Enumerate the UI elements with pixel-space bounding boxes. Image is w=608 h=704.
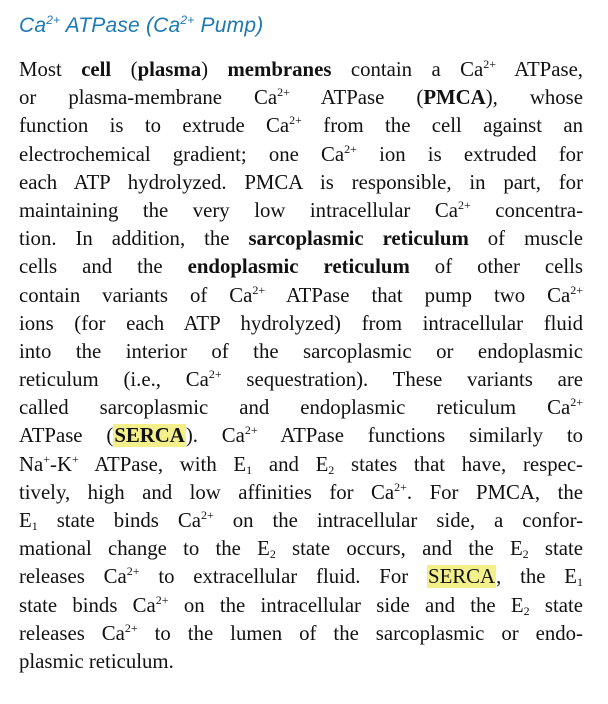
text-line	[19, 394, 583, 422]
text-run: sequestration). These variants are	[221, 368, 583, 392]
text-run: . For PMCA, the	[406, 480, 583, 504]
text-line	[19, 112, 583, 140]
superscript: 2+	[570, 282, 583, 297]
subscript: 2	[328, 462, 335, 477]
superscript: 2+	[483, 57, 496, 71]
superscript: 2+	[344, 141, 357, 156]
text-line	[19, 56, 583, 84]
text-run: state occurs, and the E	[275, 537, 523, 561]
subscript: 2	[269, 547, 276, 562]
text-run: on the intracellular side and the E	[168, 593, 524, 617]
text-run: mational change to the E	[19, 537, 270, 561]
text-run: function is to extrude Ca	[19, 114, 290, 138]
text-run: of other cells	[409, 255, 583, 279]
text-run: and E	[252, 452, 329, 476]
text-run: ATPase (	[19, 424, 114, 448]
heading-superscript: 2+	[180, 13, 195, 27]
superscript: 2+	[289, 113, 302, 128]
text-run: or plasma-membrane Ca	[19, 86, 278, 110]
text-run: to the lumen of the sarcoplasmic or endo-	[137, 621, 583, 645]
text-run: contain variants of Ca	[19, 283, 253, 307]
superscript: 2+	[277, 85, 290, 100]
subscript: 2	[522, 547, 529, 562]
text-line	[19, 253, 583, 281]
text-run: of muscle	[468, 227, 583, 251]
text-run: state binds Ca	[19, 593, 156, 617]
superscript: 2+	[570, 395, 583, 410]
text-run: Most	[19, 58, 82, 81]
text-run: into the interior of the sarcoplasmic or endoplasmic	[19, 339, 583, 363]
text-line	[19, 535, 583, 563]
text-run: each ATP hydrolyzed. PMCA is responsible, in part, for	[19, 170, 583, 194]
text-run: maintaining the very low intracellular Ca	[19, 198, 458, 222]
text-run: contain a Ca	[331, 58, 484, 81]
superscript: 2+	[457, 197, 471, 212]
superscript: 2+	[208, 367, 222, 382]
text-run: called sarcoplasmic and endoplasmic reticulum Ca	[19, 396, 571, 420]
superscript: 2+	[244, 423, 258, 438]
text-line	[19, 507, 583, 535]
text-run: states that have, respec-	[334, 452, 583, 476]
subscript: 1	[577, 575, 583, 590]
text-run: releases Ca	[19, 565, 127, 589]
text-line	[19, 648, 583, 676]
bold-term: cell	[81, 58, 112, 81]
text-run: ions (for each ATP hydrolyzed) from intracellular fluid	[19, 311, 583, 335]
text-run: to extracellular fluid. For	[139, 565, 428, 589]
superscript: 2+	[155, 592, 169, 607]
text-line	[19, 479, 583, 507]
text-run: ATPase, with E	[78, 452, 247, 476]
text-run: ). Ca	[185, 424, 245, 448]
text-run: tively, high and low affinities for Ca	[19, 480, 395, 504]
text-line	[19, 563, 583, 591]
text-line	[19, 592, 583, 620]
text-line	[19, 282, 583, 310]
bold-term: plasma	[137, 58, 202, 81]
text-run: state	[529, 593, 583, 617]
superscript: 2+	[252, 282, 266, 297]
text-run: cells and the	[19, 255, 188, 279]
subscript: 1	[246, 462, 253, 477]
text-run: plasmic reticulum.	[19, 649, 174, 673]
text-run: releases Ca	[19, 621, 125, 645]
text-run: reticulum (i.e., Ca	[19, 368, 209, 392]
text-line	[19, 197, 583, 225]
section-heading	[19, 14, 263, 38]
heading-superscript: 2+	[46, 13, 61, 27]
text-run: )	[201, 58, 228, 81]
heading-part: Ca	[19, 14, 47, 37]
heading-part: ATPase (Ca	[60, 14, 181, 37]
text-run: state binds Ca	[37, 509, 201, 532]
text-line	[19, 451, 583, 479]
text-run: ATPase,	[496, 58, 584, 81]
text-run: on the intracellular side, a confor-	[213, 509, 583, 532]
subscript: 1	[31, 519, 38, 533]
text-line	[19, 141, 583, 169]
text-line	[19, 310, 583, 338]
text-run: Na	[19, 452, 44, 476]
text-run: , the E	[496, 565, 577, 589]
superscript: +	[43, 451, 51, 466]
highlighted-term: SERCA	[428, 565, 496, 589]
superscript: 2+	[394, 479, 407, 494]
text-run: (	[111, 58, 138, 81]
text-line	[19, 620, 583, 648]
text-run: E	[19, 509, 32, 532]
superscript: 2+	[200, 508, 214, 522]
text-line	[19, 366, 583, 394]
superscript: 2+	[124, 620, 138, 635]
highlighted-term: SERCA	[114, 424, 185, 448]
text-run: ATPase functions similarly to	[257, 424, 583, 448]
text-line	[19, 338, 583, 366]
text-run: ATPase (	[289, 86, 424, 110]
text-run: ), whose	[485, 86, 583, 110]
text-run: tion. In addition, the	[19, 227, 249, 251]
body-paragraph	[19, 56, 583, 676]
superscript: 2+	[126, 564, 140, 579]
text-run: ATPase that pump two Ca	[265, 283, 571, 307]
text-line	[19, 422, 583, 450]
text-line	[19, 225, 583, 253]
bold-term: PMCA	[423, 86, 486, 110]
text-run: concentra-	[470, 198, 583, 222]
bold-term: endoplasmic reticulum	[187, 255, 410, 279]
text-run: from the cell against an	[301, 114, 583, 138]
bold-term: membranes	[227, 58, 332, 81]
subscript: 2	[523, 603, 530, 618]
text-line	[19, 169, 583, 197]
bold-term: sarcoplasmic reticulum	[248, 227, 469, 251]
text-run: state	[528, 537, 583, 561]
text-run: electrochemical gradient; one Ca	[19, 142, 345, 166]
text-run: -K	[50, 452, 72, 476]
heading-part: Pump)	[194, 14, 264, 37]
text-run: ion is extruded for	[356, 142, 583, 166]
text-line	[19, 84, 583, 112]
superscript: +	[71, 451, 79, 466]
